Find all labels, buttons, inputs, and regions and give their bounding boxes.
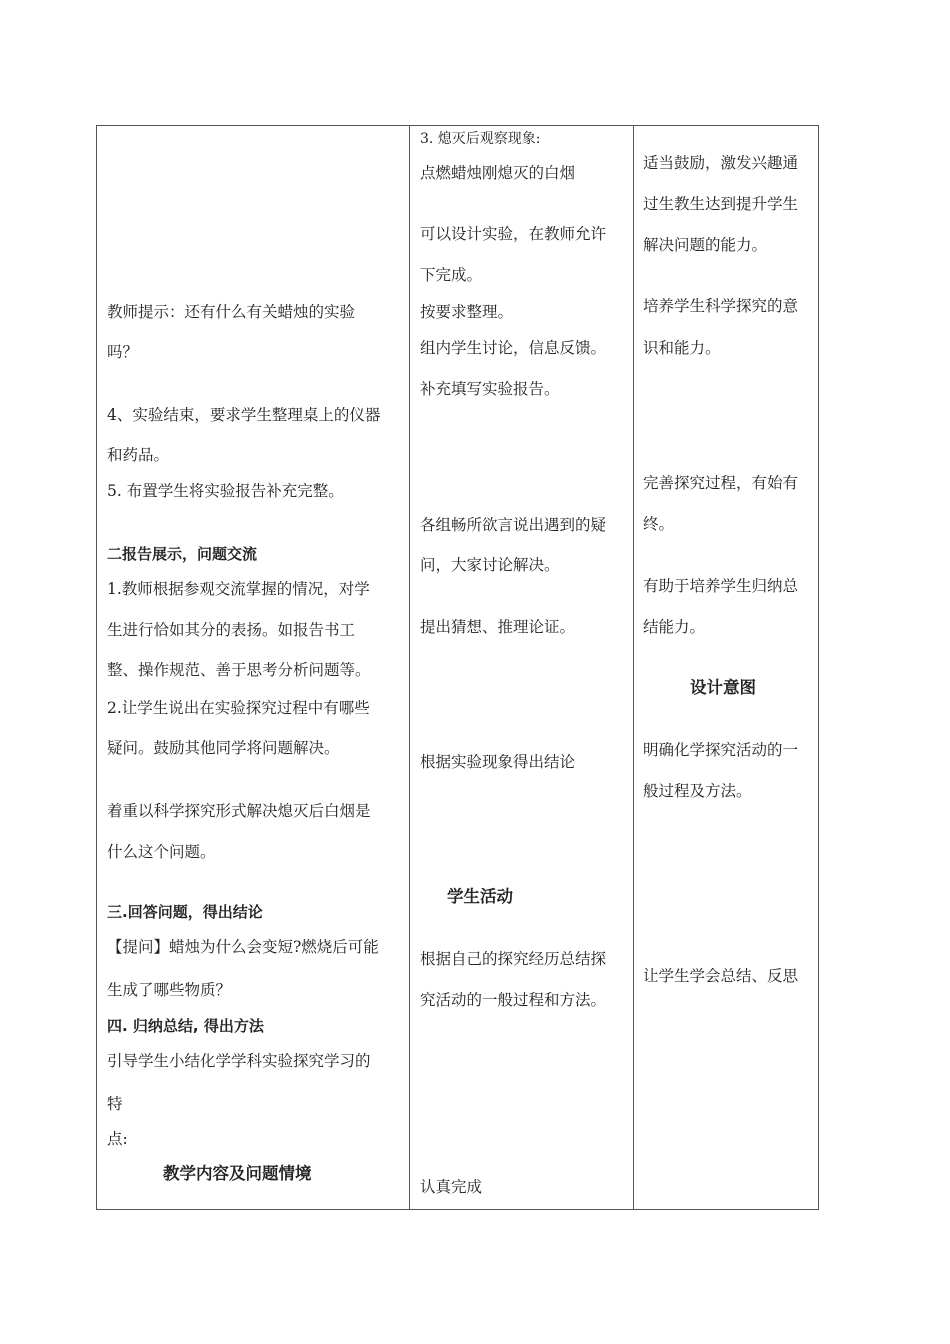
hypothesis-text: 提出猜想、推理论证。 [420, 618, 576, 636]
clarify-line-2: 般过程及方法。 [643, 782, 752, 800]
item1-line-1: 1.教师根据参观交流掌握的情况，对学 [107, 580, 370, 598]
discuss-text: 组内学生讨论，信息反馈。 [420, 339, 607, 357]
cultivate-line-1: 培养学生科学探究的意 [643, 297, 799, 315]
step5-text: 5. 布置学生将实验报告补充完整。 [107, 482, 344, 500]
observation-title: 3. 熄灭后观察现象: [420, 131, 541, 147]
item1-line-2: 生进行恰如其分的表扬。如报告书工 [107, 621, 356, 639]
summary-line-1: 根据自己的探究经历总结探 [420, 950, 607, 968]
column-divider-2 [633, 126, 634, 1209]
encourage-line-2: 过生教生达到提升学生 [643, 195, 799, 213]
organize-text: 按要求整理。 [420, 303, 514, 321]
section3-title: 三.回答问题，得出结论 [107, 903, 263, 921]
column-header-student-activity: 学生活动 [447, 887, 513, 906]
summary-line-2: 究活动的一般过程和方法。 [420, 991, 607, 1009]
item1-line-3: 整、操作规范、善于思考分析问题等。 [107, 661, 371, 679]
induce-line-1: 有助于培养学生归纳总 [643, 577, 799, 595]
group-line-2: 问，大家讨论解决。 [420, 556, 560, 574]
focus-line-2: 什么这个问题。 [107, 843, 216, 861]
question-line-1: 【提问】蜡烛为什么会变短?燃烧后可能 [107, 938, 379, 956]
guide-line-1: 引导学生小结化学学科实验探究学习的 [107, 1052, 371, 1070]
complete-text: 认真完成 [420, 1178, 483, 1196]
focus-line-1: 着重以科学探究形式解决熄灭后白烟是 [107, 802, 371, 820]
question-line-2: 生成了哪些物质？ [107, 981, 232, 999]
clarify-line-1: 明确化学探究活动的一 [643, 741, 799, 759]
encourage-line-3: 解决问题的能力。 [643, 236, 768, 254]
lesson-plan-table [96, 125, 819, 1210]
guide-line-3: 点: [107, 1130, 128, 1148]
teacher-hint-line-1: 教师提示：还有什么有关蜡烛的实验 [107, 303, 356, 321]
column-divider-1 [409, 126, 410, 1209]
guide-line-2: 特 [107, 1095, 123, 1113]
item2-line-2: 疑问。鼓励其他同学将问题解决。 [107, 739, 340, 757]
group-line-1: 各组畅所欲言说出遇到的疑 [420, 516, 607, 534]
section4-title: 四. 归纳总结, 得出方法 [107, 1017, 264, 1035]
induce-line-2: 结能力。 [643, 618, 706, 636]
reflect-text: 让学生学会总结、反思 [643, 967, 799, 985]
column-header-teaching-content: 教学内容及问题情境 [163, 1164, 312, 1183]
encourage-line-1: 适当鼓励，激发兴趣通 [643, 154, 799, 172]
fill-report-text: 补充填写实验报告。 [420, 380, 560, 398]
conclusion-text: 根据实验现象得出结论 [420, 753, 576, 771]
column-header-design-intent: 设计意图 [690, 678, 756, 697]
improve-line-2: 终。 [643, 515, 675, 533]
step4-line-1: 4、实验结束，要求学生整理桌上的仪器 [107, 406, 381, 424]
step4-line-2: 和药品。 [107, 446, 170, 464]
improve-line-1: 完善探究过程，有始有 [643, 474, 799, 492]
teacher-hint-line-2: 吗？ [107, 343, 139, 361]
section2-title: 二报告展示，问题交流 [107, 545, 258, 563]
design-line-2: 下完成。 [420, 266, 483, 284]
item2-line-1: 2.让学生说出在实验探究过程中有哪些 [107, 699, 370, 717]
observation-item: 点燃蜡烛刚熄灭的白烟 [420, 164, 576, 182]
cultivate-line-2: 识和能力。 [643, 339, 721, 357]
design-line-1: 可以设计实验，在教师允许 [420, 225, 607, 243]
